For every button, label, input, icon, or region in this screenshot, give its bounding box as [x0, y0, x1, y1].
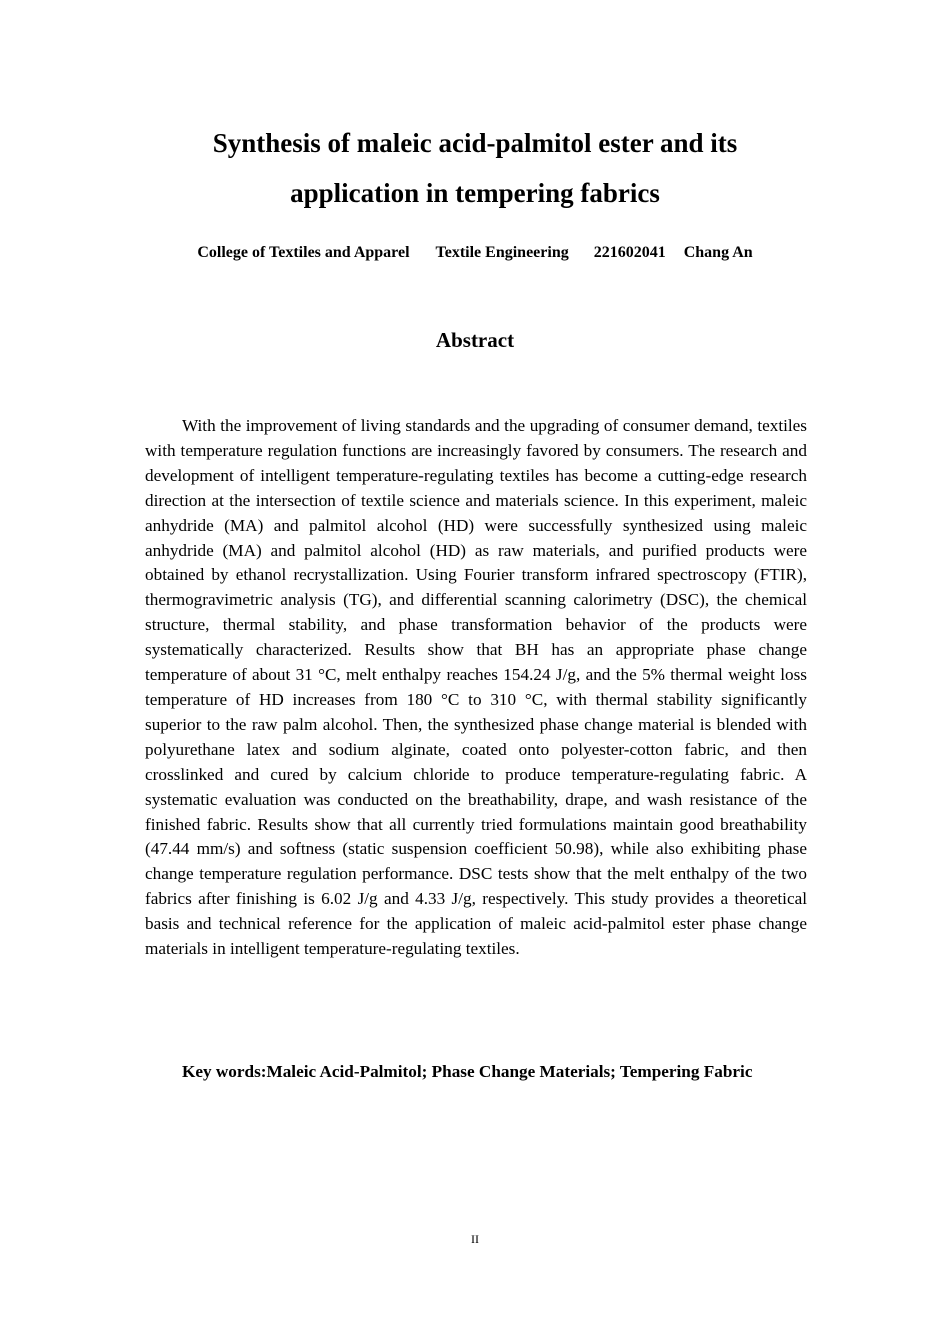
thesis-title-line-1: Synthesis of maleic acid-palmitol ester and its: [212, 128, 738, 158]
thesis-title-line-2: application in tempering fabrics: [290, 178, 660, 208]
author-name: Chang An: [683, 244, 753, 261]
abstract-body: With the improvement of living standards and the upgrading of consumer demand, textiles with temperature regulation functions are increasingly favored by consumers. The research and development of intelligent temperature-regulating textiles has become a cutting-edge research direction at the intersection of textile science and materials science. In this experiment, maleic anhydride (MA) and palmitol alcohol (HD) were successfully synthesized using maleic anhydride (MA) and palmitol alcohol (HD) as raw materials, and purified products were obtained by ethanol recrystallization. Using Fourier transform infrared spectroscopy (FTIR), thermogravimetric analysis (TG), and differential scanning calorimetry (DSC), the chemical structure, thermal stability, and phase transformation behavior of the products were systematically characterized. Results show that BH has an appropriate phase change temperature of about 31 °C, melt enthalpy reaches 154.24 J/g, and the 5% thermal weight loss temperature of HD increases from 180 °C to 310 °C, with thermal stability significantly superior to the raw palm alcohol. Then, the synthesized phase change material is blended with polyurethane latex and sodium alginate, coated onto polyester-cotton fabric, and then crosslinked and cured by calcium chloride to produce temperature-regulating fabric. A systematic evaluation was conducted on the breathability, drape, and wash resistance of the finished fabric. Results show that all currently tried formulations maintain good breathability (47.44 mm/s) and softness (static suspension coefficient 50.98), while also exhibiting phase change temperature regulation performance. DSC tests show that the melt enthalpy of the two fabrics after finishing is 6.02 J/g and 4.33 J/g, respectively. This study provides a theoretical basis and technical reference for the application of maleic acid-palmitol ester phase change materials in intelligent temperature-regulating textiles.: [145, 416, 807, 959]
keywords: Key words:Maleic Acid-Palmitol; Phase Change Materials; Tempering Fabric: [182, 1062, 753, 1081]
author-byline: [145, 242, 805, 264]
major-name: Textile Engineering: [435, 244, 569, 261]
college-name: College of Textiles and Apparel: [197, 244, 410, 261]
student-id: 221602041: [593, 244, 666, 261]
page-number: II: [471, 1232, 479, 1246]
thesis-title: [145, 118, 805, 218]
abstract-heading: Abstract: [435, 328, 515, 352]
